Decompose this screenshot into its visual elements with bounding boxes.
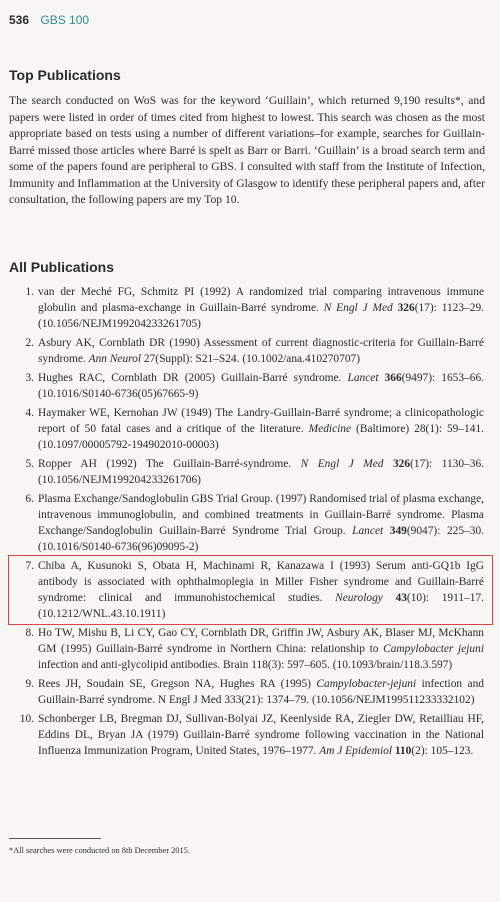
item-number: 1. xyxy=(25,286,34,298)
item-details: (Baltimore) 28(1): 59–141. (10.1097/00005792-194902010-00003) xyxy=(38,423,484,451)
item-citation: Plasma Exchange/Sandoglobulin GBS Trial Group. (1997) Randomised trial of plasma exchange, intravenous immunoglobulin, and combined treatments in Guillain-Barré syndrome. Plasma Exchange/Sandoglobulin Guillain-Barré Syndrome Trial Group. xyxy=(38,493,484,537)
publication-item-2 xyxy=(25,335,484,367)
item-details: (9497): 1653–66. (10.1016/S0140-6736(05)67665-9) xyxy=(38,372,484,400)
item-journal: Ann Neurol xyxy=(88,353,142,365)
publication-item-9 xyxy=(25,676,484,708)
item-volume: 326 xyxy=(392,458,411,470)
item-citation: Ho TW, Mishu B, Li CY, Gao CY, Cornblath DR, Griffin JW, Asbury AK, Blaser MJ, McKhann GM (1995) Guillain-Barré syndrome in Northern China: relationship to xyxy=(38,627,484,655)
publication-item-6 xyxy=(25,491,484,555)
item-citation: Ropper AH (1992) The Guillain-Barré-syndrome. xyxy=(38,458,301,470)
running-title: GBS 100 xyxy=(40,13,90,27)
page-number: 536 xyxy=(9,13,30,27)
item-number: 2. xyxy=(25,337,34,349)
item-number: 10. xyxy=(19,713,34,725)
item-journal: Neurology xyxy=(335,592,383,604)
item-citation: Haymaker WE, Kernohan JW (1949) The Landry-Guillain-Barré syndrome; a clinicopathologic report of 50 fatal cases and a critique of the literature. xyxy=(38,407,484,435)
item-space xyxy=(383,525,390,537)
item-volume: 366 xyxy=(384,372,402,384)
item-number: 5. xyxy=(25,458,34,470)
footnote: *All searches were conducted on 8th December 2015. xyxy=(9,846,190,855)
item-details: infection and Guillain-Barré syndrome. N Engl J Med 333(21): 1374–79. (10.1056/NEJM199511233332102) xyxy=(38,678,484,706)
item-volume: 349 xyxy=(389,525,407,537)
publication-item-3 xyxy=(25,370,484,402)
item-citation: Hughes RAC, Cornblath DR (2005) Guillain-Barré syndrome. xyxy=(38,372,348,384)
item-journal: Campylobacter jejuni xyxy=(383,643,484,655)
item-journal: Am J Epidemiol xyxy=(319,745,392,757)
item-journal: Lancet xyxy=(347,372,379,384)
item-number: 9. xyxy=(25,678,34,690)
top-publications-heading: Top Publications xyxy=(9,67,121,83)
top-publications-text: The search conducted on WoS was for the keyword ‘Guillain’, which returned 9,190 results*, and papers were listed in order of times cited from highest to lowest. This search was chosen as the most appropriate based on tests using a number of different variations–for example, searches for Guillain-Barré missed those articles where Barré is spelt as Barr or Barri. ‘Guillain’ is a broad search term and some of the papers found are peripheral to GBS. I consulted with staff from the Institute of Infection, Immunity and Inflammation at the University of Glasgow to identify these peripheral papers and, after consultation, the following papers are my Top 10. xyxy=(9,94,485,206)
item-citation: van der Meché FG, Schmitz PI (1992) A randomized trial comparing intravenous immune globulin and plasma-exchange in Guillain-Barré syndrome. xyxy=(38,286,484,314)
publication-list xyxy=(0,284,500,762)
item-journal: Medicine xyxy=(308,423,352,435)
item-details: (9047): 225–30. (10.1016/S0140-6736(96)09095-2) xyxy=(38,525,484,553)
item-journal: N Engl J Med xyxy=(300,458,384,470)
item-space xyxy=(383,592,396,604)
item-details: infection and anti-glycolipid antibodies. Brain 118(3): 597–605. (10.1093/brain/118.3.597) xyxy=(38,659,453,671)
item-citation: Asbury AK, Cornblath DR (1990) Assessment of current diagnostic-criteria for Guillain-Barré syndrome. xyxy=(38,337,484,365)
page-header xyxy=(9,12,89,28)
item-details: (17): 1130–36. (10.1056/NEJM199204233261706) xyxy=(38,458,484,486)
item-number: 3. xyxy=(25,372,34,384)
publication-item-5 xyxy=(25,456,484,488)
item-details: (10): 1911–17. (10.1212/WNL.43.10.1911) xyxy=(38,592,485,620)
item-citation: Chiba A, Kusunoki S, Obata H, Machinami R, Kanazawa I (1993) Serum anti-GQ1b IgG antibody is associated with ophthalmoplegia in Miller Fisher syndrome and Guillain-Barré syndrome: clinical and immunohistochemical studies. xyxy=(38,560,484,604)
publication-item-1 xyxy=(25,284,484,332)
publication-item-8 xyxy=(25,625,484,673)
all-publications-heading: All Publications xyxy=(9,259,115,275)
item-number: 7. xyxy=(25,560,34,572)
publication-item-4 xyxy=(25,405,484,453)
item-number: 6. xyxy=(25,493,34,505)
item-journal: N Engl J Med xyxy=(323,302,393,314)
item-volume: 110 xyxy=(394,745,412,757)
item-number: 8. xyxy=(25,627,34,639)
item-volume: 43 xyxy=(395,592,407,604)
item-citation: Rees JH, Soudain SE, Gregson NA, Hughes RA (1995) xyxy=(38,678,317,690)
item-details: (17): 1123–29. (10.1056/NEJM199204233261705) xyxy=(38,302,484,330)
item-journal: Campylobacter-jejuni xyxy=(316,678,417,690)
item-journal: Lancet xyxy=(352,525,384,537)
publication-item-7-highlighted xyxy=(25,558,485,622)
item-volume: 326 xyxy=(397,302,415,314)
item-details: (2): 105–123. xyxy=(411,745,474,757)
item-citation: Schonberger LB, Bregman DJ, Sullivan-Bolyai JZ, Keenlyside RA, Ziegler DW, Retailliau HF, Eddins DL, Bryan JA (1979) Guillain-Barré syndrome following vaccination in the National Influenza Immunization Program, United States, 1976–1977. xyxy=(38,713,484,757)
item-number: 4. xyxy=(25,407,34,419)
publication-item-10 xyxy=(19,711,484,759)
item-space xyxy=(384,458,393,470)
item-details: 27(Suppl): S21–S24. (10.1002/ana.410270707) xyxy=(143,353,361,365)
footnote-divider xyxy=(9,838,101,839)
